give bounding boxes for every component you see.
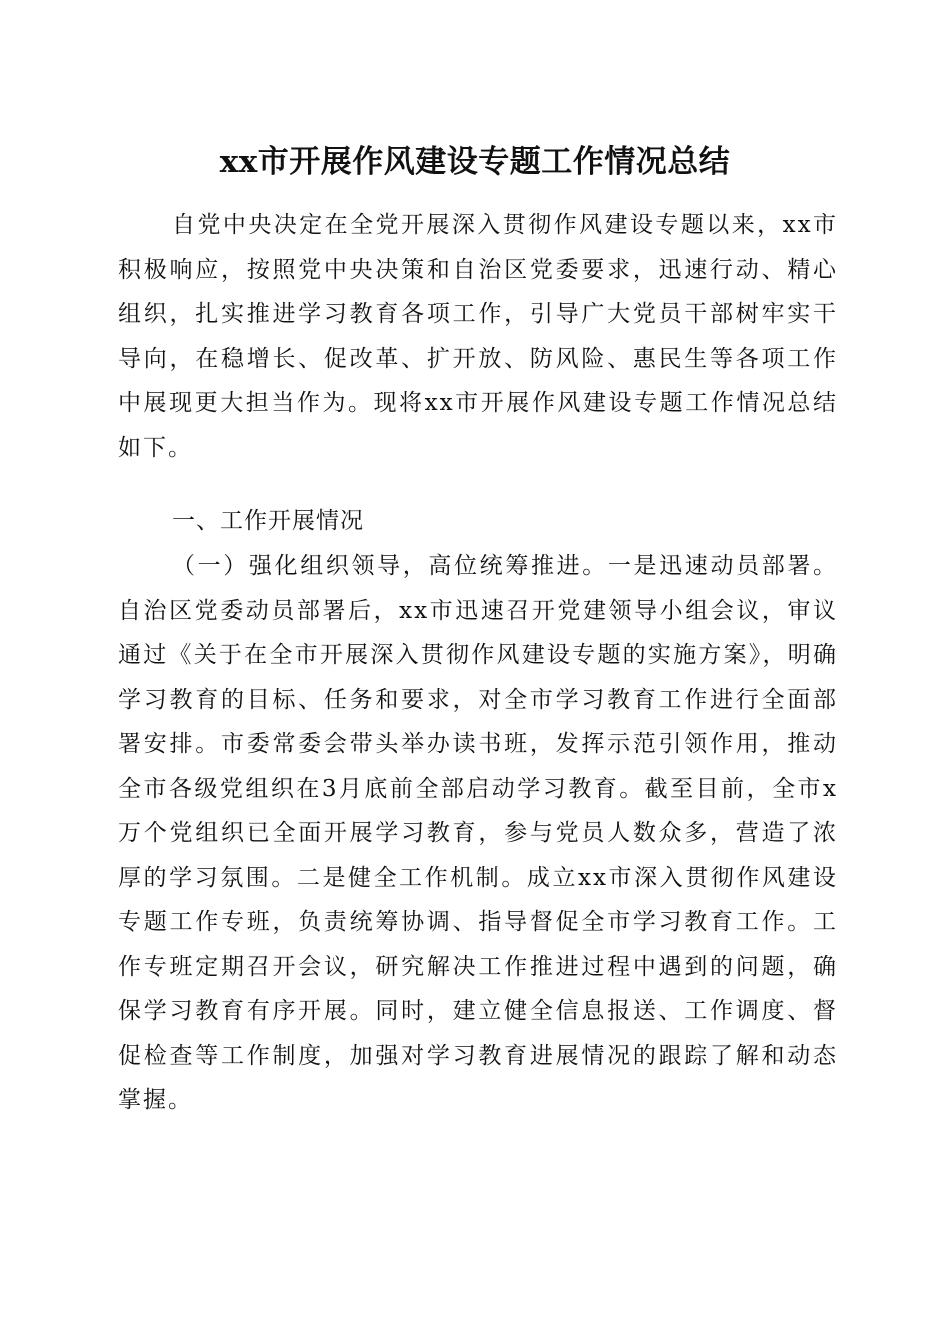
section-heading: 一、工作开展情况 xyxy=(172,508,364,534)
section-paragraph: （一）强化组织领导，高位统筹推进。一是迅速动员部署。自治区党委动员部署后，xx市迅速召开党建领导小组会议，审议通过《关于在全市开展深入贯彻作风建设专题的实施方案》，明确学习教育的目标、任务和要求，对全市学习教育工作进行全面部署安排。市委常委会带头举办读书班，发挥示范引领作用，推动全市各级党组织在3月底前全部启动学习教育。截至目前，全市x万个党组织已全面开展学习教育，参与党员人数众多，营造了浓厚的学习氛围。二是健全工作机制。成立xx市深入贯彻作风建设专题工作专班，负责统筹协调、指导督促全市学习教育工作。工作专班定期召开会议，研究解决工作推进过程中遇到的问题，确保学习教育有序开展。同时，建立健全信息报送、工作调度、督促检查等工作制度，加强对学习教育进展情况的跟踪了解和动态掌握。 xyxy=(118,553,838,1113)
document-title: xx市开展作风建设专题工作情况总结 xyxy=(219,144,731,180)
intro-paragraph: 自党中央决定在全党开展深入贯彻作风建设专题以来，xx市积极响应，按照党中央决策和自治区党委要求，迅速行动、精心组织，扎实推进学习教育各项工作，引导广大党员干部树牢实干导向，在稳增长、促改革、扩开放、防风险、惠民生等各项工作中展现更大担当作为。现将xx市开展作风建设专题工作情况总结如下。 xyxy=(118,212,838,461)
